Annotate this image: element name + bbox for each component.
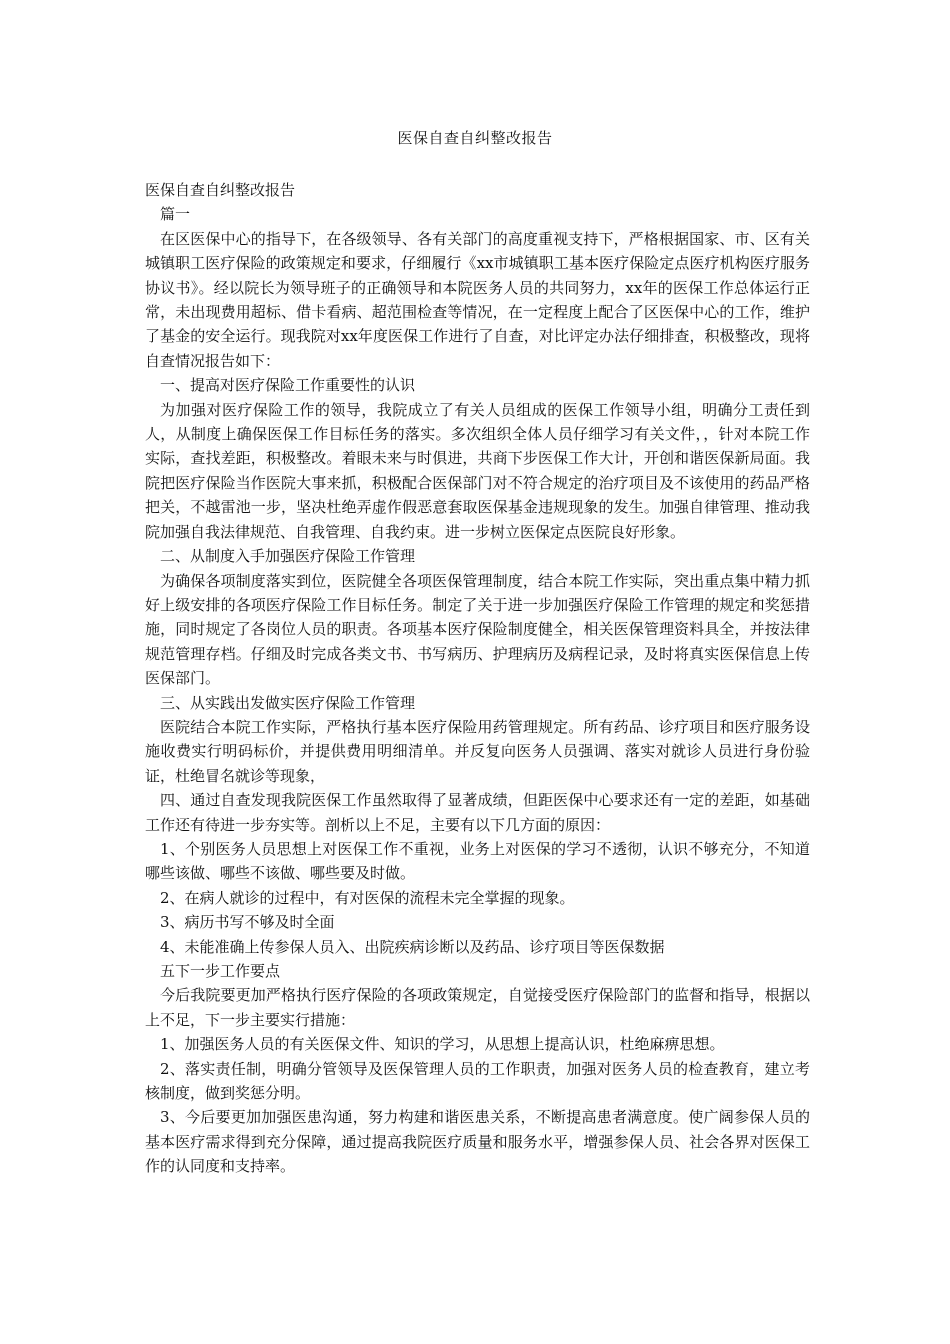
section-heading: 二、从制度入手加强医疗保险工作管理 — [160, 547, 416, 566]
document-title: 医保自查自纠整改报告 — [397, 129, 553, 147]
paragraph: 为加强对医疗保险工作的领导，我院成立了有关人员组成的医保工作领导小组，明确分工责任到人，从制度上确保医保工作目标任务的落实。多次组织全体人员仔细学习有关文件，，针对本院工作实际，查找差距，积极整改。着眼未来与时俱进，共商下步医保工作大计，开创和谐医保新局面。我院把医疗保险当作医院大事来抓，积极配合医保部门对不符合规定的治疗项目及不该使用的药品严格把关，不越雷池一步，坚决杜绝弄虚作假恶意套取医保基金违规现象的发生。加强自律管理、推动我院加强自我法律规范、自我管理、自我约束。进一步树立医保定点医院良好形象。 — [145, 400, 810, 541]
document-subtitle: 医保自查自纠整改报告 — [145, 181, 296, 199]
list-item: 2、在病人就诊的过程中，有对医保的流程未完全掌握的现象。 — [160, 888, 575, 907]
paragraph: 为确保各项制度落实到位，医院健全各项医保管理制度，结合本院工作实际，突出重点集中精力抓好上级安排的各项医疗保险工作目标任务。制定了关于进一步加强医疗保险工作管理的规定和奖惩措施，同时规定了各岗位人员的职责。各项基本医疗保险制度健全，相关医保管理资料具全，并按法律规范管理存档。仔细及时完成各类文书、书写病历、护理病历及病程记录，及时将真实医保信息上传医保部门。 — [145, 571, 810, 688]
list-item: 4、未能准确上传参保人员入、出院疾病诊断以及药品、诊疗项目等医保数据 — [160, 937, 665, 956]
section-heading: 一、提高对医疗保险工作重要性的认识 — [160, 376, 416, 395]
paragraph: 医院结合本院工作实际，严格执行基本医疗保险用药管理规定。所有药品、诊疗项目和医疗服务设施收费实行明码标价，并提供费用明细清单。并反复向医务人员强调、落实对就诊人员进行身份验证，杜绝冒名就诊等现象， — [145, 717, 810, 785]
paragraph: 今后我院要更加严格执行医疗保险的各项政策规定，自觉接受医疗保险部门的监督和指导，根据以上不足，下一步主要实行措施： — [145, 986, 810, 1029]
document-body — [145, 178, 810, 1179]
section-heading: 五下一步工作要点 — [160, 962, 281, 980]
list-item: 3、今后要更加加强医患沟通，努力构建和谐医患关系，不断提高患者满意度。使广阔参保人员的基本医疗需求得到充分保障，通过提高我院医疗质量和服务水平，增强参保人员、社会各界对医保工作的认同度和支持率。 — [145, 1108, 810, 1176]
paragraph: 四、通过自查发现我院医保工作虽然取得了显著成绩，但距医保中心要求还有一定的差距，如基础工作还有待进一步夯实等。剖析以上不足，主要有以下几方面的原因： — [145, 791, 810, 834]
section-heading: 三、从实践出发做实医疗保险工作管理 — [160, 693, 416, 712]
list-item: 3、病历书写不够及时全面 — [160, 913, 335, 932]
list-item: 1、个别医务人员思想上对医保工作不重视，业务上对医保的学习不透彻，认识不够充分，不知道哪些该做、哪些不该做、哪些要及时做。 — [145, 839, 810, 883]
paragraph: 篇一 — [160, 205, 191, 224]
list-item: 2、落实责任制，明确分管领导及医保管理人员的工作职责，加强对医务人员的检查教育，建立考核制度，做到奖惩分明。 — [145, 1059, 810, 1103]
list-item: 1、加强医务人员的有关医保文件、知识的学习，从思想上提高认识，杜绝麻痹思想。 — [160, 1035, 725, 1054]
paragraph: 在区医保中心的指导下，在各级领导、各有关部门的高度重视支持下，严格根据国家、市、区有关城镇职工医疗保险的政策规定和要求，仔细履行《xx市城镇职工基本医疗保险定点医疗机构医疗服务协议书》。经以院长为领导班子的正确领导和本院医务人员的共同努力，xx年的医保工作总体运行正常，未出现费用超标、借卡看病、超范围检查等情况，在一定程度上配合了区医保中心的工作，维护了基金的安全运行。现我院对xx年度医保工作进行了自查，对比评定办法仔细排查，积极整改，现将自查情况报告如下： — [145, 229, 810, 370]
